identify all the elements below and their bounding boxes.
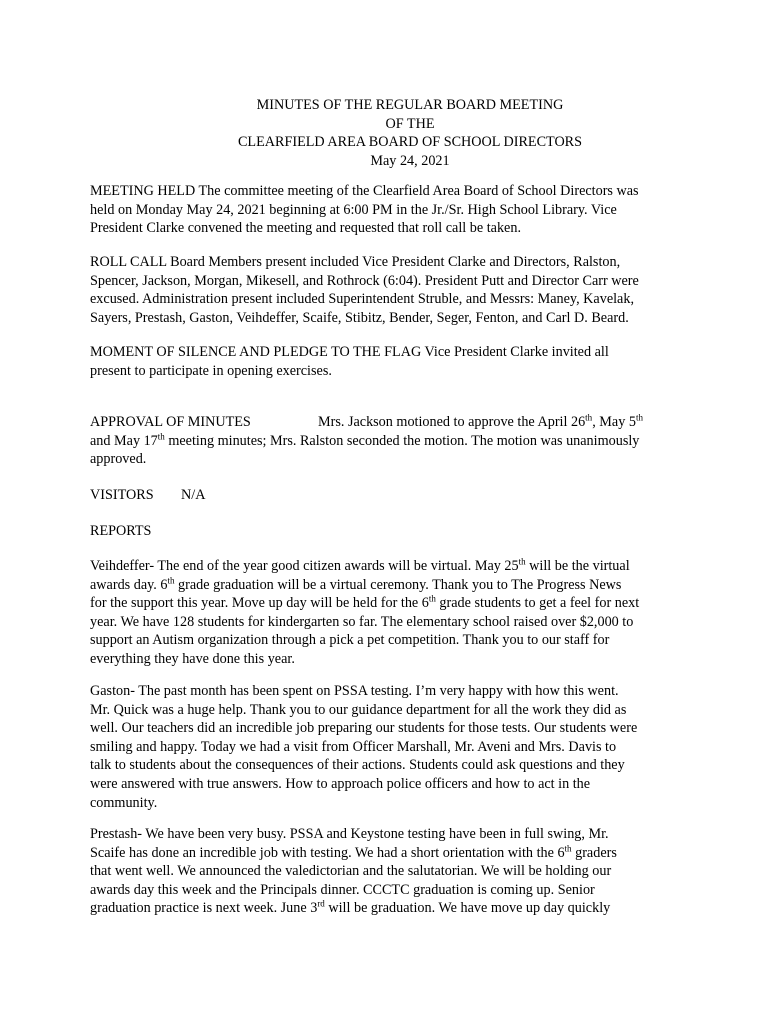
- document-title: [90, 96, 730, 170]
- paragraph-line: President Clarke convened the meeting and requested that roll call be taken.: [90, 220, 521, 237]
- paragraph-line: present to participate in opening exercises.: [90, 362, 332, 379]
- prestash-report: [90, 825, 690, 918]
- paragraph-line: talk to students about the consequences of their actions. Students could ask questions and they: [90, 757, 625, 774]
- paragraph-line: approved.: [90, 451, 147, 468]
- paragraph-line: held on Monday May 24, 2021 beginning at 6:00 PM in the Jr./Sr. High School Library. Vice: [90, 201, 617, 218]
- paragraph-line: ROLL CALL Board Members present included Vice President Clarke and Directors, Ralston,: [90, 254, 621, 270]
- paragraph-line: support an Autism organization through a pick a pet competition. Thank you to our staff for: [90, 632, 610, 649]
- roll-call-paragraph: [90, 253, 690, 327]
- paragraph-line: Spencer, Jackson, Morgan, Mikesell, and Rothrock (6:04). President Putt and Director Carr were: [90, 272, 639, 289]
- paragraph-line: Scaife has done an incredible job with testing. We had a short orientation with the 6th graders: [90, 842, 617, 861]
- paragraph-line: Mr. Quick was a huge help. Thank you to our guidance department for all the work they did as: [90, 701, 627, 718]
- section-heading: APPROVAL OF MINUTES: [90, 414, 251, 430]
- visitors-line: [90, 486, 690, 505]
- meeting-held-paragraph: [90, 182, 690, 238]
- paragraph-line: well. Our teachers did an incredible job preparing our students for those tests. Our students were: [90, 720, 638, 737]
- paragraph-line: awards day this week and the Principals dinner. CCCTC graduation is coming up. Senior: [90, 881, 595, 898]
- approval-of-minutes-paragraph: [90, 413, 690, 469]
- paragraph-line: Prestash- We have been very busy. PSSA and Keystone testing have been in full swing, Mr.: [90, 826, 609, 842]
- paragraph-line: year. We have 128 students for kindergarten so far. The elementary school raised over $2,000 to: [90, 613, 634, 630]
- paragraph-line: MEETING HELD The committee meeting of the Clearfield Area Board of School Directors was: [90, 183, 639, 199]
- title-line-3: CLEARFIELD AREA BOARD OF SCHOOL DIRECTORS: [237, 134, 583, 150]
- paragraph-line: excused. Administration present included Superintendent Struble, and Messrs: Maney, Kavelak,: [90, 291, 634, 308]
- paragraph-line: smiling and happy. Today we had a visit from Officer Marshall, Mr. Aveni and Mrs. Davis to: [90, 738, 617, 755]
- reports-heading: [90, 522, 690, 541]
- paragraph-line: awards day. 6th grade graduation will be a virtual ceremony. Thank you to The Progress News: [90, 574, 622, 593]
- section-heading: VISITORS: [90, 487, 154, 503]
- title-line-1: MINUTES OF THE REGULAR BOARD MEETING: [256, 97, 564, 113]
- paragraph-line: Sayers, Prestash, Gaston, Veihdeffer, Scaife, Stibitz, Bender, Seger, Fenton, and Carl D. Beard.: [90, 309, 629, 326]
- paragraph-line: were answered with true answers. How to approach police officers and how to act in the: [90, 775, 591, 792]
- paragraph-line: everything they have done this year.: [90, 650, 295, 667]
- visitors-value: N/A: [181, 487, 206, 503]
- paragraph-line: graduation practice is next week. June 3rd will be graduation. We have move up day quickly: [90, 898, 611, 917]
- paragraph-line: and May 17th meeting minutes; Mrs. Ralston seconded the motion. The motion was unanimously: [90, 430, 640, 449]
- paragraph-line: Gaston- The past month has been spent on PSSA testing. I’m very happy with how this went.: [90, 683, 619, 699]
- veihdeffer-report: [90, 557, 690, 669]
- moment-of-silence-paragraph: [90, 343, 690, 380]
- paragraph-line: for the support this year. Move up day will be held for the 6th grade students to get a feel for next: [90, 593, 640, 612]
- meeting-date: May 24, 2021: [370, 152, 450, 169]
- paragraph-line: MOMENT OF SILENCE AND PLEDGE TO THE FLAG Vice President Clarke invited all: [90, 344, 609, 360]
- paragraph-line: APPROVAL OF MINUTES Mrs. Jackson motioned to approve the April 26th, May 5th: [90, 412, 643, 430]
- paragraph-line: community.: [90, 794, 158, 811]
- paragraph-line: that went well. We announced the valedictorian and the salutatorian. We will be holding our: [90, 863, 612, 880]
- paragraph-line: Veihdeffer- The end of the year good citizen awards will be virtual. May 25th will be the virtual: [90, 556, 630, 574]
- gaston-report: [90, 682, 690, 812]
- title-line-2: OF THE: [385, 115, 435, 132]
- section-heading: REPORTS: [90, 523, 152, 539]
